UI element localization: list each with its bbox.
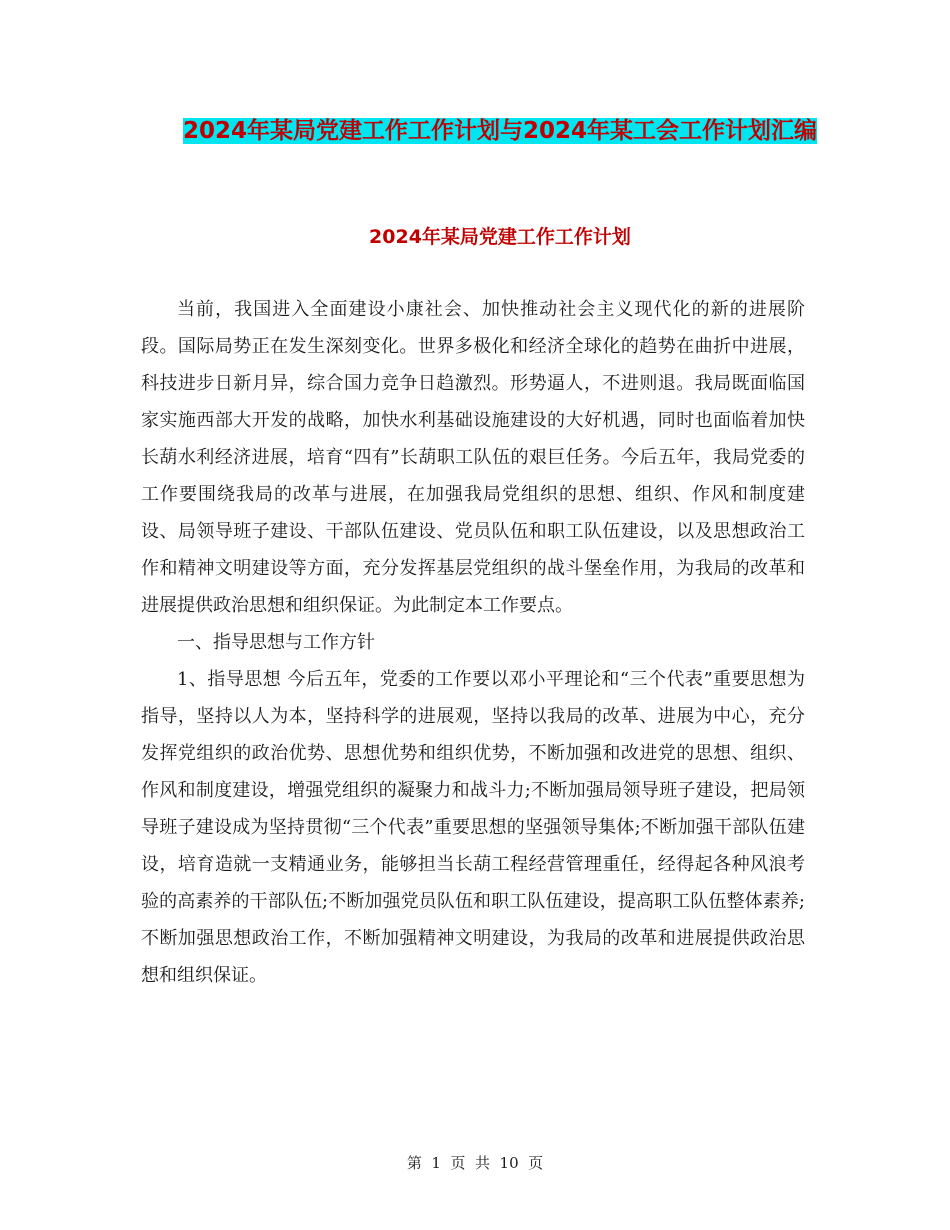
page-number-footer: 第 1 页 共 10 页 [406, 1154, 544, 1172]
document-title [140, 106, 860, 156]
paragraph-heading-guiding: 一、指导思想与工作方针 [177, 632, 375, 653]
paragraph-guiding-ideology: 1、指导思想 今后五年，党委的工作要以邓小平理论和“三个代表”重要思想为指导，坚持以人为本，坚持科学的进展观，坚持以我局的改革、进展为中心，充分发挥党组织的政治优势、思想优势和组织优势，不断加强和改进党的思想、组织、作风和制度建设，增强党组织的凝聚力和战斗力;不断加强局领导班子建设，把局领导班子建设成为坚持贯彻“三个代表”重要思想的坚强领导集体;不断加强干部队伍建设，培育造就一支精通业务，能够担当长葫工程经营管理重任，经得起各种风浪考验的高素养的干部队伍;不断加强党员队伍和职工队伍建设，提高职工队伍整体素养;不断加强思想政治工作，不断加强精神文明建设，为我局的改革和进展提供政治思想和组织保证。 [141, 669, 805, 986]
section-title: 2024年某局党建工作工作计划 [369, 226, 631, 248]
document-body [141, 291, 805, 994]
document-title-text: 2024年某局党建工作工作计划与2024年某工会工作计划汇编 [182, 118, 818, 144]
paragraph-intro: 当前，我国进入全面建设小康社会、加快推动社会主义现代化的新的进展阶段。国际局势正在发生深刻变化。世界多极化和经济全球化的趋势在曲折中进展，科技进步日新月异，综合国力竞争日趋激烈。形势逼人，不进则退。我局既面临国家实施西部大开发的战略，加快水利基础设施建设的大好机遇，同时也面临着加快长葫水利经济进展，培育“四有”长葫职工队伍的艰巨任务。今后五年，我局党委的工作要围绕我局的改革与进展，在加强我局党组织的思想、组织、作风和制度建设、局领导班子建设、干部队伍建设、党员队伍和职工队伍建设，以及思想政治工作和精神文明建设等方面，充分发挥基层党组织的战斗堡垒作用，为我局的改革和进展提供政治思想和组织保证。为此制定本工作要点。 [141, 299, 805, 616]
